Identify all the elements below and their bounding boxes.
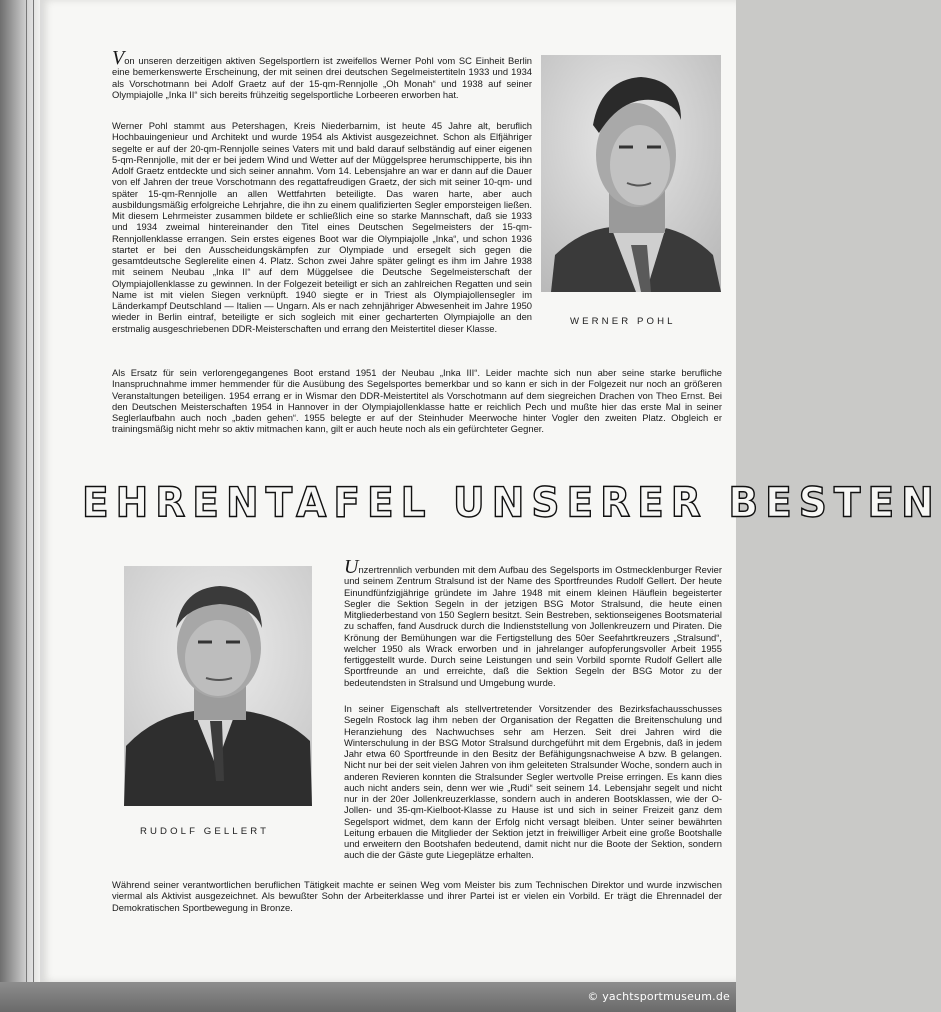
watermark-credit: © yachtsportmuseum.de (587, 990, 730, 1003)
gellert-paragraph-final: Während seiner verantwortlichen beruflichen Tätigkeit machte er seinen Weg vom Meister bis zum Technischen Direktor und wurde inzwischen viermal als Aktivist ausgezeichnet. Als bewußter Sohn der Arbeiterklasse und ihrer Partei ist er vielen ein Vorbild. Er trägt die Ehrennadel der Demokratischen Sportbewegung in Bronze. (112, 879, 722, 913)
rudolf-gellert-photo (124, 566, 312, 806)
gellert-caption: RUDOLF GELLERT (140, 826, 270, 837)
intro-text: on unseren derzeitigen aktiven Segelsportlern ist zweifellos Werner Pohl vom SC Einheit Berlin eine bemerkenswerte Erscheinung, der mit seinen drei deutschen Segelmeistertiteln 1933 und 1934 als Vorschotmann bei Adolf Graetz auf der 15-qm-Rennjolle „Oh Monah“ und 1938 auf seiner Olympiajolle „Inka II“ sich bereits frühzeitig segelsportliche Lorbeeren erworben hat. (112, 55, 532, 100)
page-headline: EHRENTAFEL UNSERER BESTEN (82, 479, 941, 528)
pohl-caption: WERNER POHL (570, 316, 676, 327)
pohl-biography-narrow: Werner Pohl stammt aus Petershagen, Kreis Niederbarnim, ist heute 45 Jahre alt, beruflich Hochbauingenieur und Architekt und wurde 1954 als Aktivist ausgezeichnet. Schon als Elfjähriger segelte er auf der 20-qm-Rennjolle seines Vaters mit und bald darauf selbständig auf einer eigenen 5-qm-Rennjolle, mit der er bei jedem Wind und Wetter auf der Müggelspree herumschipperte, bis ihn Adolf Graetz entdeckte und sich seiner annahm. Vom 14. Lebensjahre an war er dann auf die Dauer von elf Jahren der treue Vorschotmann des regattafreudigen Graetz, der sich mit seiner 10-qm- und später 15-qm-Rennjolle an allen Wettfahrten beteiligte. Das waren harte, aber auch ausbildungsmäßig erfolgreiche Lehrjahre, die ihn zu einem qualifizierten Segler emporsteigen ließen. Mit diesem Lehrmeister zusammen bildete er schließlich eine so starke Mannschaft, daß sie 1933 und 1934 zweimal hintereinander den Titel eines Deutschen Segelmeisters der 15-qm-Rennjollenklasse errangen. Sein erstes eigenes Boot war die Olympiajolle „Inka“, und schon 1936 startet er bei den Ausscheidungskämpfen zur Olympiade und ersegelt sich gegen die gesamtdeutsche Seglerelite einen 4. Platz. Schon zwei Jahre später gelingt es ihm im Jahre 1938 mit seinem Neubau „Inka II“ auf dem Müggelsee die Deutsche Segelmeisterschaft der Olympiajollenklasse zu gewinnen. In der Folgezeit beteiligt er sich an zahlreichen Regatten und sein Name ist mit vielen Siegen verknüpft. 1940 siegte er in Triest als Olympiajollensegler im Länderkampf Deutschland — Italien — Ungarn. Als er nach zehnjähriger Abwesenheit im Jahre 1950 wieder in Berlin eintraf, beteiligte er sich sogleich mit einer gecharterten Olympiajolle an den erstmalig ausgeschriebenen DDR-Meisterschaften und errang den Meistertitel dieser Klasse. (112, 120, 532, 334)
book-spine (0, 0, 40, 1012)
gellert-paragraph-2: In seiner Eigenschaft als stellvertretender Vorsitzender des Bezirksfachausschusses Segeln Rostock lag ihm neben der Organisation der Regatten die Breitenschulung und Heranziehung des Nachwuchses sehr am Herzen. Seit drei Jahren wird die Winterschulung in der BSG Motor Stralsund durchgeführt mit dem Ergebnis, daß in jedem Jahr etwa 60 Sportfreunde in den Besitz der Befähigungsnachweise A bzw. B gelangen. Nicht nur bei der seit vielen Jahren von ihm geleiteten Stralsunder Woche, sondern auch in anderen Revieren konnten die Stralsunder Segler wertvolle Preise erringen. Es kann dies auch nicht anders sein, denn wer wie „Rudi“ seit seinem 14. Lebensjahr segelt und nicht nur in der 20er Jollenkreuzerklasse, sondern auch in anderen Bootsklassen, wie der O-Jollen- und 35-qm-Kielboot-Klasse zu Hause ist und sich in seiner Freizeit ganz dem Segelsport widmet, dem kann der Erfolg nicht versagt bleiben. Unter seiner bewährten Leitung erbauen die Mitglieder der Sektion jetzt in freiwilliger Arbeit eine große Bootshalle und erweitern den Bootshafen bedeutend, damit nicht nur die Boote der Sektion, sondern auch die der Gäste gute Liegeplätze erhalten. (344, 703, 722, 861)
gellert-paragraph-1 (344, 556, 722, 688)
intro-paragraph (112, 47, 532, 100)
drop-initial: U (344, 556, 359, 578)
werner-pohl-photo (541, 55, 721, 292)
drop-initial: V (112, 47, 125, 69)
spine-edge-line (26, 0, 27, 1012)
pohl-biography-wide: Als Ersatz für sein verlorengegangenes Boot erstand 1951 der Neubau „Inka III“. Leider machte sich nun aber seine starke berufliche Inanspruchnahme immer hemmender für die Ausübung des Segelsportes bemerkbar und so kann er sich in der Folgezeit nur noch an größeren Veranstaltungen beteiligen. 1954 errang er in Wismar den DDR-Meistertitel als Vorschotmann auf dem siegreichen Drachen von Theo Ernst. Bei den Deutschen Meisterschaften 1954 in Hannover in der Olympiajollenklasse hatte er reichlich Pech und mußte hier das erste Mal in seiner Seglerlaufbahn auch noch „baden gehen“. 1955 belegte er auf der Steinhuder Meerwoche hinter Vogler den zweiten Platz. Obgleich er trainingsmäßig nicht mehr so aktiv mitmachen kann, gilt er auch heute noch als ein gefürchteter Gegner. (112, 367, 722, 435)
gellert-text-1: nzertrennlich verbunden mit dem Aufbau des Segelsports im Ostmecklenburger Revier und seinem Zentrum Stralsund ist der Name des Sportfreundes Rudolf Gellert. Der heute Einundfünfzigjährige gründete im Jahre 1948 mit einem kleinen Häuflein begeisterter Segler die Sektion Segeln in der jetzigen BSG Motor Stralsund, die heute einen Mitgliederbestand von 150 Seglern besitzt. Sein Bestreben, sektionseigenes Bootsmaterial zu schaffen, fand Ausdruck durch die Indienststellung von Jollenkreuzern und Piraten. Die Krönung der Bemühungen war die Fertigstellung des 50er Seefahrtkreuzers „Stralsund“, welcher 1950 als Wrack erworben und in jahrelanger aufopferungsvoller Arbeit 1955 fertiggestellt wurde. Durch seine Leistungen und sein Vorbild spornte Rudolf Gellert alle Sportfreunde an und erreichte, daß die Sektion Segeln der BSG Motor zu der bedeutendsten in Stralsund und Umgebung wurde. (344, 564, 722, 688)
spine-edge-line (33, 0, 34, 1012)
